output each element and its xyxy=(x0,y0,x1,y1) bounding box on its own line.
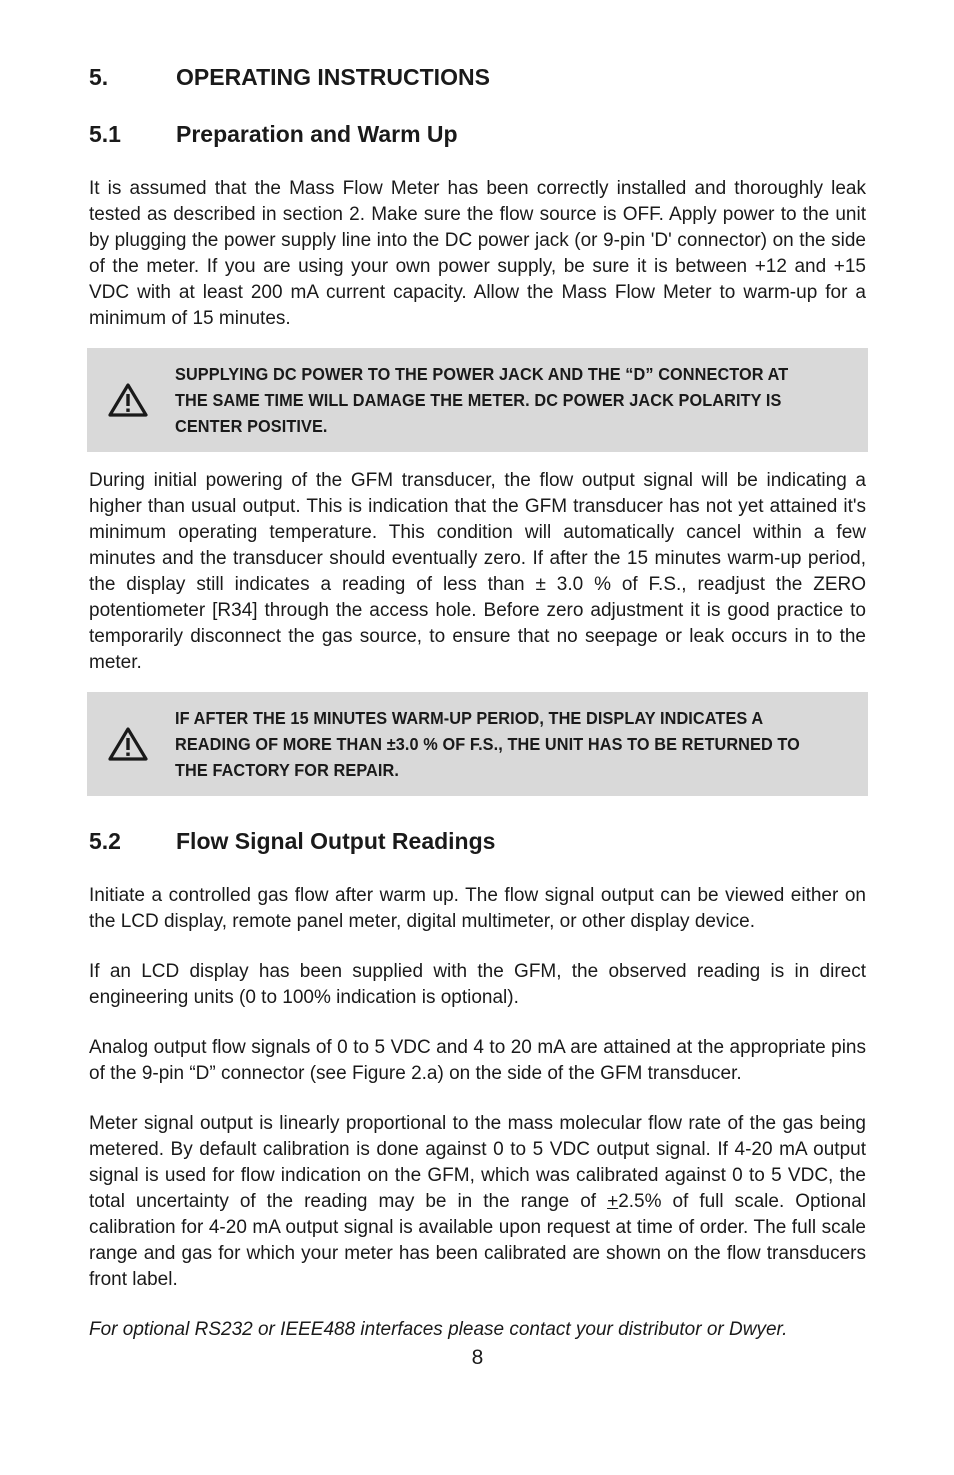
warning-box-power xyxy=(87,348,868,452)
signal-output-text-a: Meter signal output is linearly proportional to the mass molecular flow rate of the gas being metered. By default calibration is done against 0 to 5 VDC output signal. If 4-20 mA output signal is used for flow indication on the GFM, which was calibrated against 0 to 5 VDC, the total uncertainty of the reading may be in the range of xyxy=(89,1113,866,1212)
interface-note: For optional RS232 or IEEE488 interfaces please contact your distributor or Dwyer. xyxy=(89,1319,788,1340)
subsection-title: Preparation and Warm Up xyxy=(176,121,458,147)
section-title: OPERATING INSTRUCTIONS xyxy=(176,64,490,90)
subsection-number: 5.1 xyxy=(89,121,121,147)
plus-minus-sign: + xyxy=(607,1191,619,1212)
warning-triangle-icon xyxy=(107,726,149,762)
paragraph-lcd-display: If an LCD display has been supplied with the GFM, the observed reading is in direct engineering units (0 to 100% indication is optional). xyxy=(89,961,866,1008)
manual-page xyxy=(89,62,866,1371)
warning-text: SUPPLYING DC POWER TO THE POWER JACK AND THE “D” CONNECTOR AT THE SAME TIME WILL DAMAGE THE METER. DC POWER JACK POLARITY IS CENTER POSITIVE. xyxy=(175,364,789,436)
warning-box-return xyxy=(87,692,868,796)
paragraph-initiate-flow: Initiate a controlled gas flow after warm up. The flow signal output can be viewed either on the LCD display, remote panel meter, digital multimeter, or other display device. xyxy=(89,885,866,932)
subsection-number: 5.2 xyxy=(89,828,121,854)
paragraph-analog-output: Analog output flow signals of 0 to 5 VDC and 4 to 20 mA are attained at the appropriate pins of the 9-pin “D” connector (see Figure 2.a) on the side of the GFM transducer. xyxy=(89,1037,866,1084)
paragraph-preparation: It is assumed that the Mass Flow Meter has been correctly installed and thoroughly leak tested as described in section 2. Make sure the flow source is OFF. Apply power to the unit by plugging the power supply line into the DC power jack (or 9-pin 'D' connector) on the side of the meter. If you are using your own power supply, be sure it is between +12 and +15 VDC with at least 200 mA current capacity. Allow the Mass Flow Meter to warm-up for a minimum of 15 minutes. xyxy=(89,178,866,329)
signal-output-text-b: 2.5% of full scale. Optional calibration for 4-20 mA output signal is available upon request at time of order. The full scale range and gas for which your meter has been calibrated are shown on the flow transducers front label. xyxy=(89,1191,866,1290)
subsection-heading-5-1 xyxy=(89,119,866,149)
section-heading xyxy=(89,62,866,92)
paragraph-initial-powering: During initial powering of the GFM transducer, the flow output signal will be indicating a higher than usual output. This is indication that the GFM transducer has not yet attained it's minimum operating temperature. This condition will automatically cancel within a few minutes and the transducer should eventually zero. If after the 15 minutes warm-up period, the display still indicates a reading of less than ± 3.0 % of F.S., readjust the ZERO potentiometer [R34] through the access hole. Before zero adjustment it is good practice to temporarily disconnect the gas source, to ensure that no seepage or leak occurs in to the meter. xyxy=(89,470,866,673)
warning-triangle-icon xyxy=(107,382,149,418)
warning-text: IF AFTER THE 15 MINUTES WARM-UP PERIOD, THE DISPLAY INDICATES A READING OF MORE THAN ±3.0 % OF F.S., THE UNIT HAS TO BE RETURNED TO THE FACTORY FOR REPAIR. xyxy=(175,708,800,780)
subsection-title: Flow Signal Output Readings xyxy=(176,828,496,854)
page-number: 8 xyxy=(471,1346,484,1369)
paragraph-signal-output xyxy=(89,1111,866,1293)
subsection-heading-5-2 xyxy=(89,826,866,856)
section-number: 5. xyxy=(89,64,109,90)
